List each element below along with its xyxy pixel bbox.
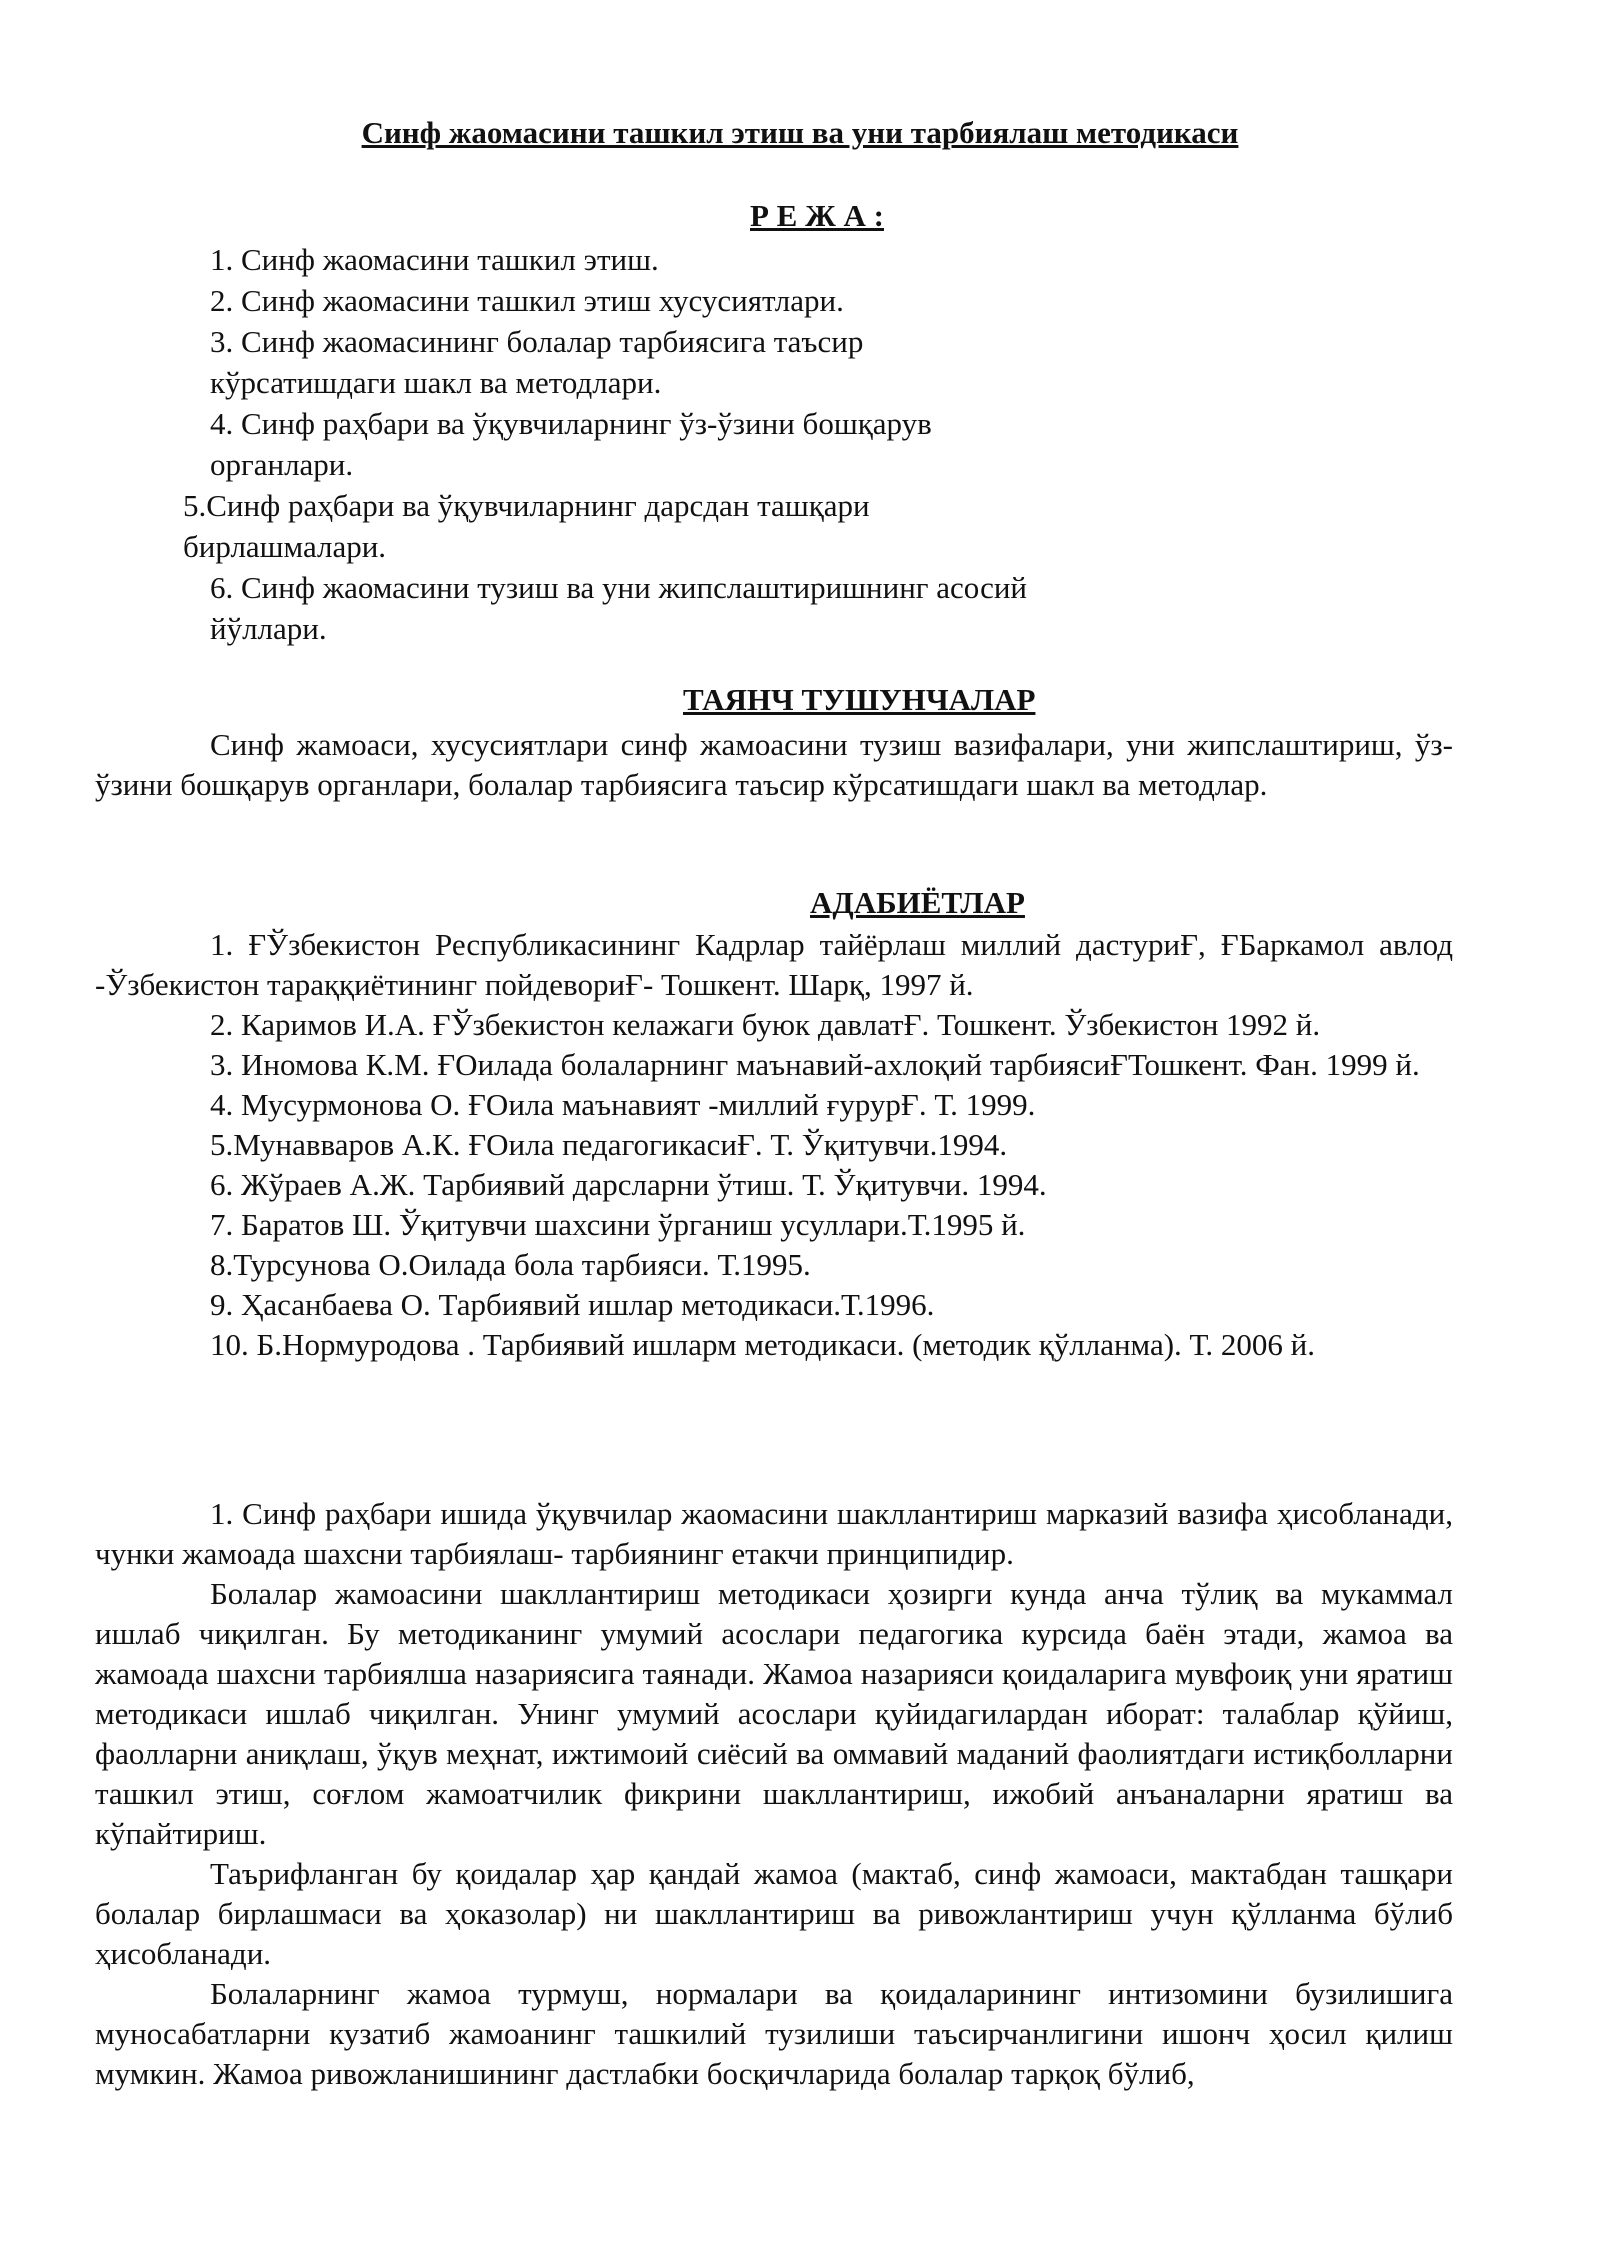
literature-item: 7. Баратов Ш. Ўқитувчи шахсини ўрганиш усуллари.Т.1995 й.: [210, 1207, 1026, 1242]
plan-list: [0, 239, 1600, 649]
plan-item: 1. Синф жаомасини ташкил этиш.: [210, 242, 659, 277]
body-paragraph: Болалар жамоасини шакллантириш методикаси ҳозирги кунда анча тўлиқ ва мукаммал ишлаб чиқилган. Бу методиканинг умумий асослари педагогика курсида баён этади, жамоа ва жамоада шахсни тарбиялша назариясига таянади. Жамоа назарияси қоидаларига мувфоиқ уни яратиш методикаси ишлаб чиқилган. Унинг умумий асослари қуйидагилардан иборат: талаблар қўйиш, фаолларни аниқлаш, ўқув меҳнат, ижтимоий сиёсий ва оммавий маданий фаолиятдаги истиқболларни ташкил этиш, соғлом жамоатчилик фикрини шакллантириш, ижобий анъаналарни яратиш ва кўпайтириш.: [95, 1576, 1453, 1851]
literature-item: 6. Жўраев А.Ж. Тарбиявий дарсларни ўтиш. Т. Ўқитувчи. 1994.: [210, 1167, 1047, 1202]
plan-item-continuation: кўрсатишдаги шакл ва методлари.: [210, 365, 662, 400]
key-concepts-text: Синф жамоаси, хусусиятлари синф жамоасини тузиш вазифалари, уни жипслаштириш, ўз-ўзини бошқарув органлари, болалар тарбиясига таъсир кўрсатишдаги шакл ва методлар.: [95, 727, 1453, 802]
literature-item: 8.Турсунова О.Оилада бола тарбияси. Т.1995.: [210, 1247, 811, 1282]
literature-list: [95, 925, 1453, 1365]
plan-item-continuation: органлари.: [210, 447, 354, 482]
body-text: [95, 1494, 1453, 2094]
body-paragraph: Болаларнинг жамоа турмуш, нормалари ва қоидаларининг интизомини бузилишига муносабатларни кузатиб жамоанинг ташкилий тузилиши таъсирчанлигини ишонч ҳосил қилиш мумкин. Жамоа ривожланишининг дастлабки босқичларида болалар тарқоқ бўлиб,: [95, 1976, 1453, 2091]
literature-item: 9. Ҳасанбаева О. Тарбиявий ишлар методикаси.Т.1996.: [210, 1287, 935, 1322]
plan-heading: Р Е Ж А :: [750, 198, 884, 233]
literature-item: 3. Иномова К.М. ҒОилада болаларнинг маънавий-ахлоқий тарбиясиҒТошкент. Фан. 1999 й.: [210, 1047, 1420, 1082]
literature-item: 5.Мунавваров А.К. ҒОила педагогикасиҒ. Т. Ўқитувчи.1994.: [210, 1127, 1008, 1162]
plan-item: 5.Синф раҳбари ва ўқувчиларнинг дарсдан ташқари: [183, 488, 870, 523]
document-title: Синф жаомасини ташкил этиш ва уни тарбиялаш методикаси: [361, 115, 1239, 150]
plan-item: 4. Синф раҳбари ва ўқувчиларнинг ўз-ўзини бошқарув: [210, 406, 932, 441]
literature-heading: АДАБИЁТЛАР: [810, 885, 1025, 920]
literature-item: 4. Мусурмонова О. ҒОила маънавият -миллий ғурурҒ. Т. 1999.: [210, 1087, 1036, 1122]
literature-item: 1. ҒЎзбекистон Республикасининг Кадрлар тайёрлаш миллий дастуриҒ, ҒБаркамол авлод -Ўзбекистон тараққиётининг пойдевориҒ- Тошкент. Шарқ, 1997 й.: [95, 927, 1453, 1002]
plan-item: 3. Синф жаомасининг болалар тарбиясига таъсир: [210, 324, 864, 359]
plan-item-continuation: бирлашмалари.: [183, 529, 387, 564]
plan-item: 2. Синф жаомасини ташкил этиш хусусиятлари.: [210, 283, 844, 318]
key-concepts-heading: ТАЯНЧ ТУШУНЧАЛАР: [683, 682, 1036, 717]
body-paragraph: 1. Синф раҳбари ишида ўқувчилар жаомасини шакллантириш марказий вазифа ҳисобланади, чунки жамоада шахсни тарбиялаш- тарбиянинг етакчи принципидир.: [95, 1496, 1453, 1571]
body-paragraph: Таърифланган бу қоидалар ҳар қандай жамоа (мактаб, синф жамоаси, мактабдан ташқари болалар бирлашмаси ва ҳоказолар) ни шакллантириш ва ривожлантириш учун қўлланма бўлиб ҳисобланади.: [95, 1856, 1453, 1971]
plan-item-continuation: йўллари.: [210, 611, 327, 646]
literature-item: 10. Б.Нормуродова . Тарбиявий ишларм методикаси. (методик қўлланма). Т. 2006 й.: [210, 1327, 1315, 1362]
literature-item: 2. Каримов И.А. ҒЎзбекистон келажаги буюк давлатҒ. Тошкент. Ўзбекистон 1992 й.: [210, 1007, 1321, 1042]
plan-item: 6. Синф жаомасини тузиш ва уни жипслаштиришнинг асосий: [210, 570, 1028, 605]
